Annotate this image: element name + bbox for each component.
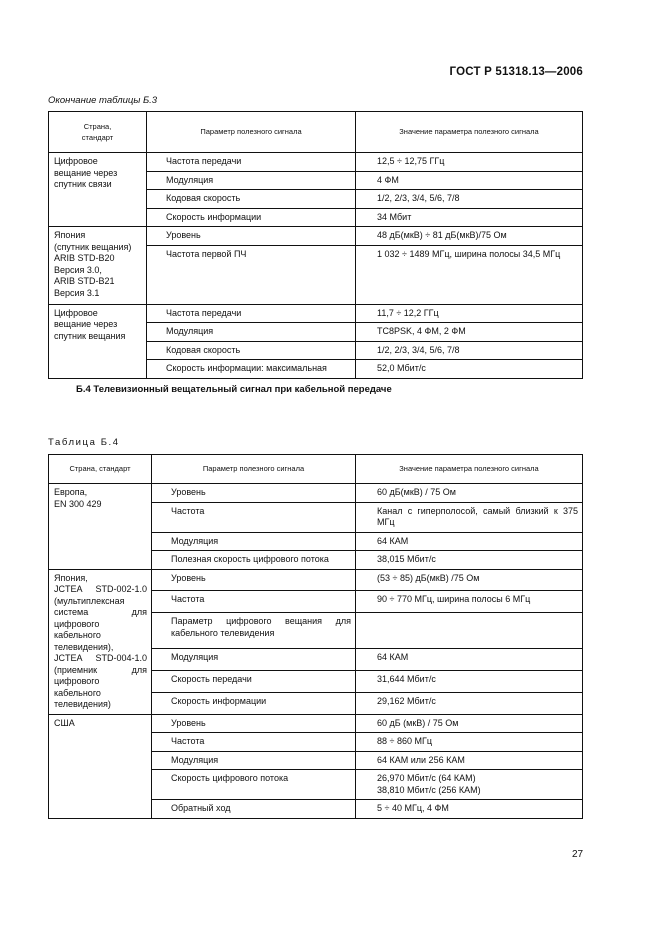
value-cell: 11,7 ÷ 12,2 ГГц: [356, 304, 583, 323]
parameter-cell: Уровень: [152, 714, 356, 733]
parameter-cell: Модуляция: [147, 171, 356, 190]
value-cell: 34 Мбит: [356, 208, 583, 227]
parameter-cell: Кодовая скорость: [147, 190, 356, 209]
parameter-cell: Скорость информации: [152, 692, 356, 714]
table-b3: [48, 111, 583, 379]
value-cell: 1 032 ÷ 1489 МГц, ширина полосы 34,5 МГц: [356, 245, 583, 304]
value-cell: 64 КАМ: [356, 648, 583, 670]
parameter-cell: Кодовая скорость: [147, 341, 356, 360]
value-cell: 64 КАМ: [356, 532, 583, 551]
table-row: [49, 569, 583, 591]
table-b4-caption: Таблица Б.4: [48, 437, 120, 448]
table-row: [49, 153, 583, 172]
column-header-value: Значение параметра полезного сигнала: [356, 455, 583, 484]
value-cell: 5 ÷ 40 МГц, 4 ФМ: [356, 800, 583, 819]
parameter-cell: Модуляция: [147, 323, 356, 342]
parameter-cell: Обратный ход: [152, 800, 356, 819]
parameter-cell: Параметр цифрового вещания для кабельного телевидения: [152, 613, 356, 649]
country-cell: Япония, JCTEA STD-002-1.0 (мультиплексная система для цифрового кабельного телевидения), JCTEA STD-004-1.0 (приемник для цифрового кабельного телевидения): [49, 569, 152, 714]
value-cell: 88 ÷ 860 МГц: [356, 733, 583, 752]
value-cell: 64 КАМ или 256 КАМ: [356, 751, 583, 770]
page-number: 27: [572, 849, 584, 860]
parameter-cell: Скорость передачи: [152, 670, 356, 692]
table-b4: [48, 454, 583, 819]
column-header-parameter: Параметр полезного сигнала: [147, 112, 356, 153]
section-title: Б.4 Телевизионный вещательный сигнал при кабельной передаче: [76, 384, 392, 395]
value-cell: 52,0 Мбит/с: [356, 360, 583, 379]
parameter-cell: Полезная скорость цифрового потока: [152, 551, 356, 570]
column-header-country: Страна, стандарт: [49, 112, 147, 153]
country-cell: Цифровое вещание через спутник связи: [49, 153, 147, 227]
table-header-row: [49, 455, 583, 484]
parameter-cell: Модуляция: [152, 751, 356, 770]
value-cell: [356, 613, 583, 649]
value-cell: TC8PSK, 4 ФМ, 2 ФМ: [356, 323, 583, 342]
document-id: ГОСТ Р 51318.13—2006: [449, 66, 583, 78]
table-header-row: [49, 112, 583, 153]
table-row: [49, 714, 583, 733]
parameter-cell: Модуляция: [152, 532, 356, 551]
parameter-cell: Скорость цифрового потока: [152, 770, 356, 800]
parameter-cell: Модуляция: [152, 648, 356, 670]
parameter-cell: Скорость информации: максимальная: [147, 360, 356, 379]
parameter-cell: Уровень: [152, 484, 356, 503]
value-cell: 60 дБ (мкВ) / 75 Ом: [356, 714, 583, 733]
column-header-parameter: Параметр полезного сигнала: [152, 455, 356, 484]
value-cell: 1/2, 2/3, 3/4, 5/6, 7/8: [356, 190, 583, 209]
value-cell: 48 дБ(мкВ) ÷ 81 дБ(мкВ)/75 Ом: [356, 227, 583, 246]
parameter-cell: Частота передачи: [147, 153, 356, 172]
value-cell: 90 ÷ 770 МГц, ширина полосы 6 МГц: [356, 591, 583, 613]
table-b3-caption: Окончание таблицы Б.3: [48, 95, 158, 106]
value-cell: (53 ÷ 85) дБ(мкВ) /75 Ом: [356, 569, 583, 591]
value-cell: 4 ФМ: [356, 171, 583, 190]
parameter-cell: Частота: [152, 733, 356, 752]
value-cell: 38,015 Мбит/с: [356, 551, 583, 570]
parameter-cell: Уровень: [147, 227, 356, 246]
country-cell: Япония (спутник вещания) ARIB STD-B20 Версия 3.0, ARIB STD-B21 Версия 3.1: [49, 227, 147, 305]
value-cell: 29,162 Мбит/с: [356, 692, 583, 714]
value-cell: 1/2, 2/3, 3/4, 5/6, 7/8: [356, 341, 583, 360]
value-cell: 26,970 Мбит/с (64 КАМ) 38,810 Мбит/с (256 КАМ): [356, 770, 583, 800]
table-row: [49, 304, 583, 323]
column-header-value: Значение параметра полезного сигнала: [356, 112, 583, 153]
value-cell: 31,644 Мбит/с: [356, 670, 583, 692]
country-cell: Цифровое вещание через спутник вещания: [49, 304, 147, 378]
column-header-country: Страна, стандарт: [49, 455, 152, 484]
parameter-cell: Уровень: [152, 569, 356, 591]
parameter-cell: Частота передачи: [147, 304, 356, 323]
parameter-cell: Частота: [152, 591, 356, 613]
table-row: [49, 227, 583, 246]
value-cell: 12,5 ÷ 12,75 ГГц: [356, 153, 583, 172]
value-cell: Канал с гиперполосой, самый близкий к 375 МГц: [356, 502, 583, 532]
country-cell: Европа, EN 300 429: [49, 484, 152, 570]
parameter-cell: Частота: [152, 502, 356, 532]
parameter-cell: Частота первой ПЧ: [147, 245, 356, 304]
country-cell: США: [49, 714, 152, 818]
table-row: [49, 484, 583, 503]
parameter-cell: Скорость информации: [147, 208, 356, 227]
value-cell: 60 дБ(мкВ) / 75 Ом: [356, 484, 583, 503]
